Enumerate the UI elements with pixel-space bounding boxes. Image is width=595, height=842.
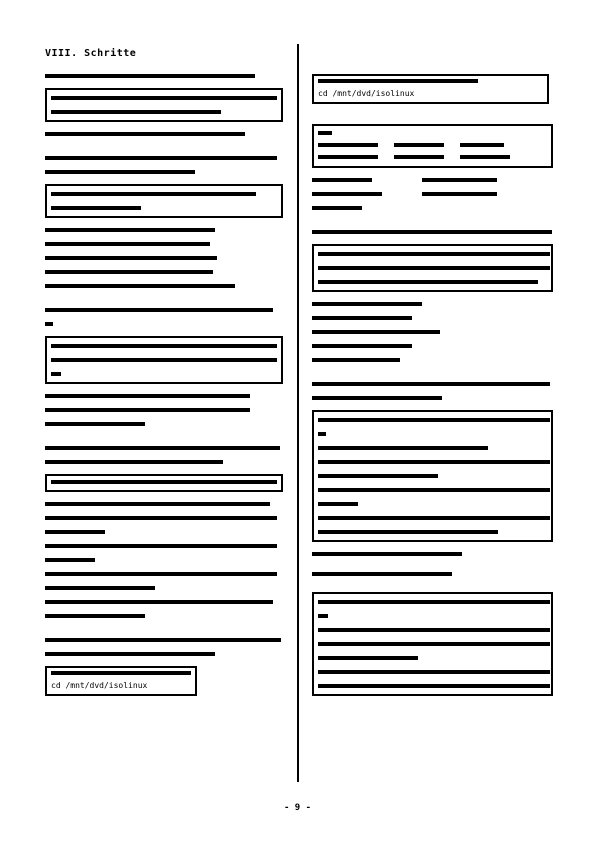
text-line [45, 544, 283, 550]
text-line [45, 446, 283, 452]
code-box [45, 336, 283, 384]
text-line [45, 228, 283, 234]
text-line [312, 344, 553, 350]
text-line [45, 284, 283, 290]
column-divider [297, 44, 299, 782]
right-column [312, 40, 553, 706]
text-line [312, 192, 553, 198]
code-text: cd /mnt/dvd/isolinux [51, 681, 148, 690]
text-line [45, 270, 283, 276]
code-box [312, 244, 553, 292]
text-line [312, 178, 553, 184]
text-line [45, 516, 283, 522]
text-line [45, 502, 283, 508]
text-line [45, 242, 283, 248]
code-box [45, 184, 283, 218]
section-title: VIII. Schritte [45, 48, 137, 59]
code-box [312, 592, 553, 696]
code-box-left-end [45, 666, 197, 696]
text-line [45, 132, 283, 138]
text-line [312, 206, 553, 212]
text-line [312, 230, 553, 236]
text-line [45, 600, 283, 606]
text-line [312, 396, 553, 402]
text-line [45, 652, 283, 658]
text-line [45, 614, 283, 620]
text-line [45, 530, 283, 536]
page-number: - 9 - [283, 803, 312, 813]
code-box [45, 88, 283, 122]
text-line [45, 638, 283, 644]
text-line [45, 558, 283, 564]
text-line [312, 358, 553, 364]
table-box [312, 124, 553, 168]
code-text: cd /mnt/dvd/isolinux [318, 89, 415, 98]
left-column [45, 40, 283, 706]
text-line [45, 460, 283, 466]
text-line [312, 302, 553, 308]
text-line [45, 408, 283, 414]
code-box-right-top [312, 74, 549, 104]
text-line [45, 394, 283, 400]
text-line [45, 322, 283, 328]
text-line [45, 74, 283, 80]
text-line [45, 586, 283, 592]
text-line [312, 330, 553, 336]
text-line [312, 316, 553, 322]
code-box [45, 474, 283, 492]
text-line [312, 572, 553, 578]
text-line [312, 552, 553, 558]
text-line [45, 572, 283, 578]
text-line [312, 382, 553, 388]
text-line [45, 170, 283, 176]
code-box [312, 410, 553, 542]
text-line [45, 422, 283, 428]
text-line [45, 308, 283, 314]
text-line [45, 156, 283, 162]
text-line [45, 256, 283, 262]
